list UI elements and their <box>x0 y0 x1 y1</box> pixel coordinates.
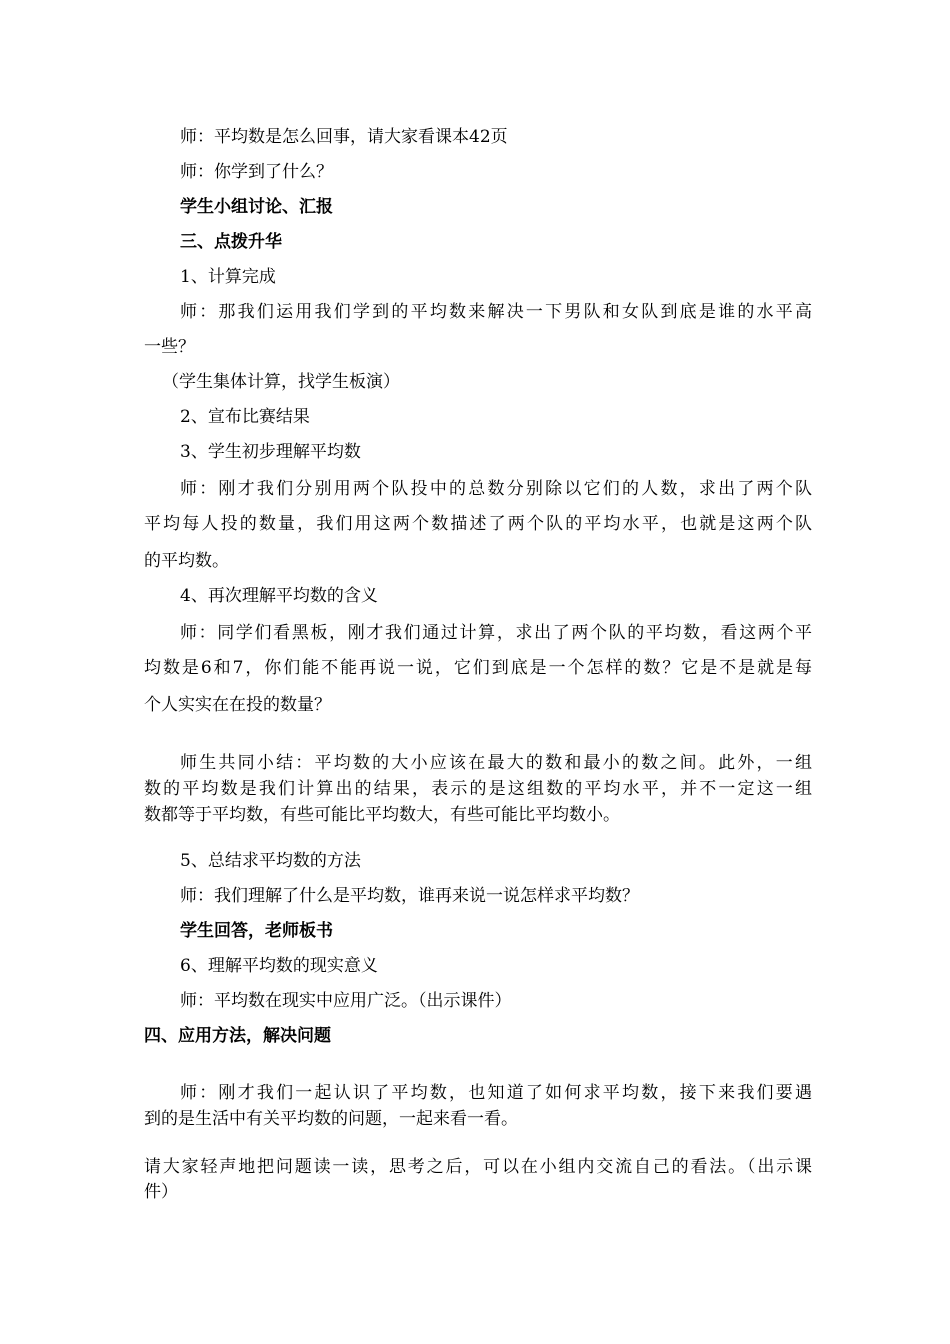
text-line: 师：刚才我们一起认识了平均数，也知道了如何求平均数，接下来我们要遇 <box>180 1083 812 1103</box>
text-line: 师：那我们运用我们学到的平均数来解决一下男队和女队到底是谁的水平高 <box>180 302 812 322</box>
text-line: 6、理解平均数的现实意义 <box>180 956 378 976</box>
section-heading: 四、应用方法，解决问题 <box>144 1026 331 1046</box>
text-line: 到的是生活中有关平均数的问题，一起来看一看。 <box>144 1109 518 1129</box>
text-line: 5、总结求平均数的方法 <box>180 851 361 871</box>
text-line: 均数是6和7，你们能不能再说一说，它们到底是一个怎样的数？它是不是就是每 <box>144 658 812 678</box>
text-line: 师：刚才我们分别用两个队投中的总数分别除以它们的人数，求出了两个队 <box>180 479 812 499</box>
text-line: 2、宣布比赛结果 <box>180 407 310 427</box>
text-line: 个人实实在在投的数量？ <box>144 695 331 715</box>
text-line: 一些？ <box>144 337 195 357</box>
text-line: 师：你学到了什么？ <box>180 162 333 182</box>
text-line: 请大家轻声地把问题读一读，思考之后，可以在小组内交流自己的看法。（出示课 <box>144 1157 812 1177</box>
section-heading: 三、点拨升华 <box>180 232 282 252</box>
text-line: 师：同学们看黑板，刚才我们通过计算，求出了两个队的平均数，看这两个平 <box>180 623 812 643</box>
text-line: 数都等于平均数，有些可能比平均数大，有些可能比平均数小。 <box>144 805 620 825</box>
bold-heading: 学生小组讨论、汇报 <box>180 197 333 217</box>
text-line: （学生集体计算，找学生板演） <box>162 372 400 392</box>
text-line: 1、计算完成 <box>180 267 276 287</box>
text-line: 数的平均数是我们计算出的结果，表示的是这组数的平均水平，并不一定这一组 <box>144 779 812 799</box>
text-line: 师：平均数在现实中应用广泛。（出示课件） <box>180 991 512 1011</box>
bold-heading: 学生回答，老师板书 <box>180 921 333 941</box>
text-line: 的平均数。 <box>144 551 229 571</box>
text-line: 师生共同小结：平均数的大小应该在最大的数和最小的数之间。此外，一组 <box>180 753 812 773</box>
text-line: 4、再次理解平均数的含义 <box>180 586 378 606</box>
text-line: 师：我们理解了什么是平均数，谁再来说一说怎样求平均数？ <box>180 886 639 906</box>
text-line: 平均每人投的数量，我们用这两个数描述了两个队的平均水平，也就是这两个队 <box>144 514 812 534</box>
text-line: 件） <box>144 1182 178 1202</box>
text-line: 师：平均数是怎么回事，请大家看课本42页 <box>180 127 508 147</box>
text-line: 3、学生初步理解平均数 <box>180 442 361 462</box>
